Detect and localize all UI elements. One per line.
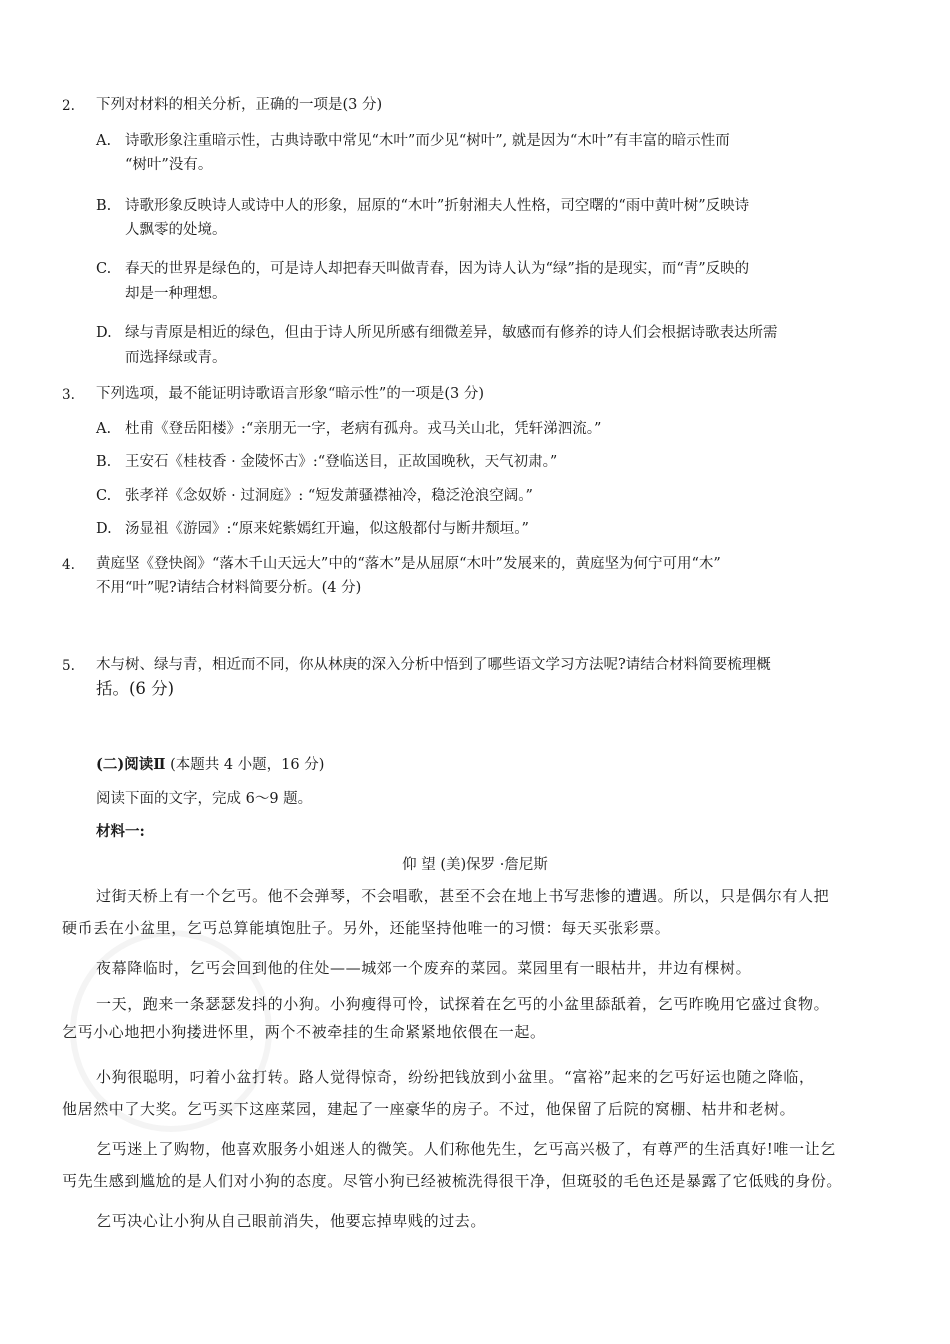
- question-text: 木与树、绿与青，相近而不同，你从林庚的深入分析中悟到了哪些语文学习方法呢?请结合材料简要梳理概: [96, 657, 771, 673]
- question-number: 4.: [62, 557, 75, 573]
- material-label: 材料一:: [96, 823, 145, 840]
- option-label: C.: [96, 488, 112, 504]
- option-text: 人飘零的处境。: [125, 222, 227, 238]
- story-paragraph: 乞丐小心地把小狗搂进怀里，两个不被牵挂的生命紧紧地依偎在一起。: [62, 1023, 546, 1041]
- option-text: 诗歌形象反映诗人或诗中人的形象，屈原的“木叶”折射湘夫人性格，司空曙的“雨中黄叶树”反映诗: [125, 198, 750, 214]
- question-text: 不用“叶”呢?请结合材料简要分析。(4 分): [96, 580, 362, 596]
- question-text: 下列对材料的相关分析，正确的一项是(3 分): [96, 97, 383, 113]
- option-text: 绿与青原是相近的绿色，但由于诗人所见所感有细微差异，敏感而有修养的诗人们会根据诗歌表达所需: [125, 325, 778, 341]
- option-label: B.: [96, 198, 112, 214]
- story-paragraph: 丐先生感到尴尬的是人们对小狗的态度。尽管小狗已经被梳洗得很干净，但斑驳的毛色还是暴露了它低贱的身份。: [62, 1172, 843, 1190]
- question-text: 黄庭坚《登快阁》“落木千山天远大”中的“落木”是从屈原“木叶”发展来的，黄庭坚为何宁可用“木”: [96, 556, 721, 572]
- option-text: 汤显祖《游园》:“原来姹紫嫣红开遍，似这般都付与断井颓垣。”: [125, 521, 529, 537]
- question-number: 3.: [62, 387, 75, 403]
- option-text: 春天的世界是绿色的，可是诗人却把春天叫做青春，因为诗人认为“绿”指的是现实，而“青”反映的: [125, 261, 750, 277]
- option-text: 杜甫《登岳阳楼》:“亲朋无一字，老病有孤舟。戎马关山北，凭轩涕泗流。”: [125, 421, 602, 437]
- story-paragraph: 乞丐迷上了购物，他喜欢服务小姐迷人的微笑。人们称他先生，乞丐高兴极了，有尊严的生活真好!唯一让乞: [96, 1140, 836, 1158]
- option-text: 诗歌形象注重暗示性，古典诗歌中常见“木叶”而少见“树叶”, 就是因为“木叶”有丰富的暗示性而: [125, 133, 730, 149]
- option-text: 王安石《桂枝香 · 金陵怀古》:“登临送目，正故国晚秋，天气初肃。”: [125, 454, 558, 470]
- option-text: 却是一种理想。: [125, 286, 227, 302]
- story-paragraph: 一天，跑来一条瑟瑟发抖的小狗。小狗瘦得可怜，试探着在乞丐的小盆里舔舐着，乞丐昨晚用它盛过食物。: [96, 995, 830, 1013]
- section-subtitle: (本题共 4 小题，16 分): [170, 757, 325, 773]
- option-label: D.: [96, 325, 112, 341]
- option-text: 而选择绿或青。: [125, 350, 227, 366]
- story-paragraph: 硬币丢在小盆里，乞丐总算能填饱肚子。另外，还能坚持他唯一的习惯：每天买张彩票。: [62, 919, 671, 937]
- option-label: D.: [96, 521, 112, 537]
- option-text: “树叶”没有。: [125, 157, 213, 173]
- story-paragraph: 小狗很聪明，叼着小盆打转。路人觉得惊奇，纷纷把钱放到小盆里。“富裕”起来的乞丐好运也随之降临，: [96, 1068, 815, 1086]
- option-label: A.: [96, 421, 112, 437]
- question-number: 5.: [62, 658, 75, 674]
- question-number: 2.: [62, 98, 75, 114]
- story-paragraph: 过街天桥上有一个乞丐。他不会弹琴，不会唱歌，甚至不会在地上书写悲惨的遭遇。所以，只是偶尔有人把: [96, 887, 830, 905]
- story-paragraph: 他居然中了大奖。乞丐买下这座菜园，建起了一座豪华的房子。不过，他保留了后院的窝棚、枯井和老树。: [62, 1100, 796, 1118]
- option-label: A.: [96, 133, 112, 149]
- option-text: 张孝祥《念奴娇 · 过洞庭》: “短发萧骚襟袖冷，稳泛沧浪空阔。”: [125, 488, 533, 504]
- story-title: 仰 望 (美)保罗 ·詹尼斯: [402, 857, 548, 873]
- question-text: 下列选项，最不能证明诗歌语言形象“暗示性”的一项是(3 分): [96, 386, 484, 402]
- story-paragraph: 乞丐决心让小狗从自己眼前消失，他要忘掉卑贱的过去。: [96, 1212, 487, 1230]
- story-paragraph: 夜幕降临时，乞丐会回到他的住处——城郊一个废弃的菜园。菜园里有一眼枯井，井边有棵树。: [96, 959, 752, 977]
- option-label: B.: [96, 454, 112, 470]
- section-instruction: 阅读下面的文字，完成 6～9 题。: [96, 791, 313, 807]
- section-title: (二)阅读Ⅱ: [96, 756, 166, 773]
- section-header: [96, 755, 324, 775]
- option-label: C.: [96, 261, 112, 277]
- question-text: 括。(6 分): [96, 679, 175, 698]
